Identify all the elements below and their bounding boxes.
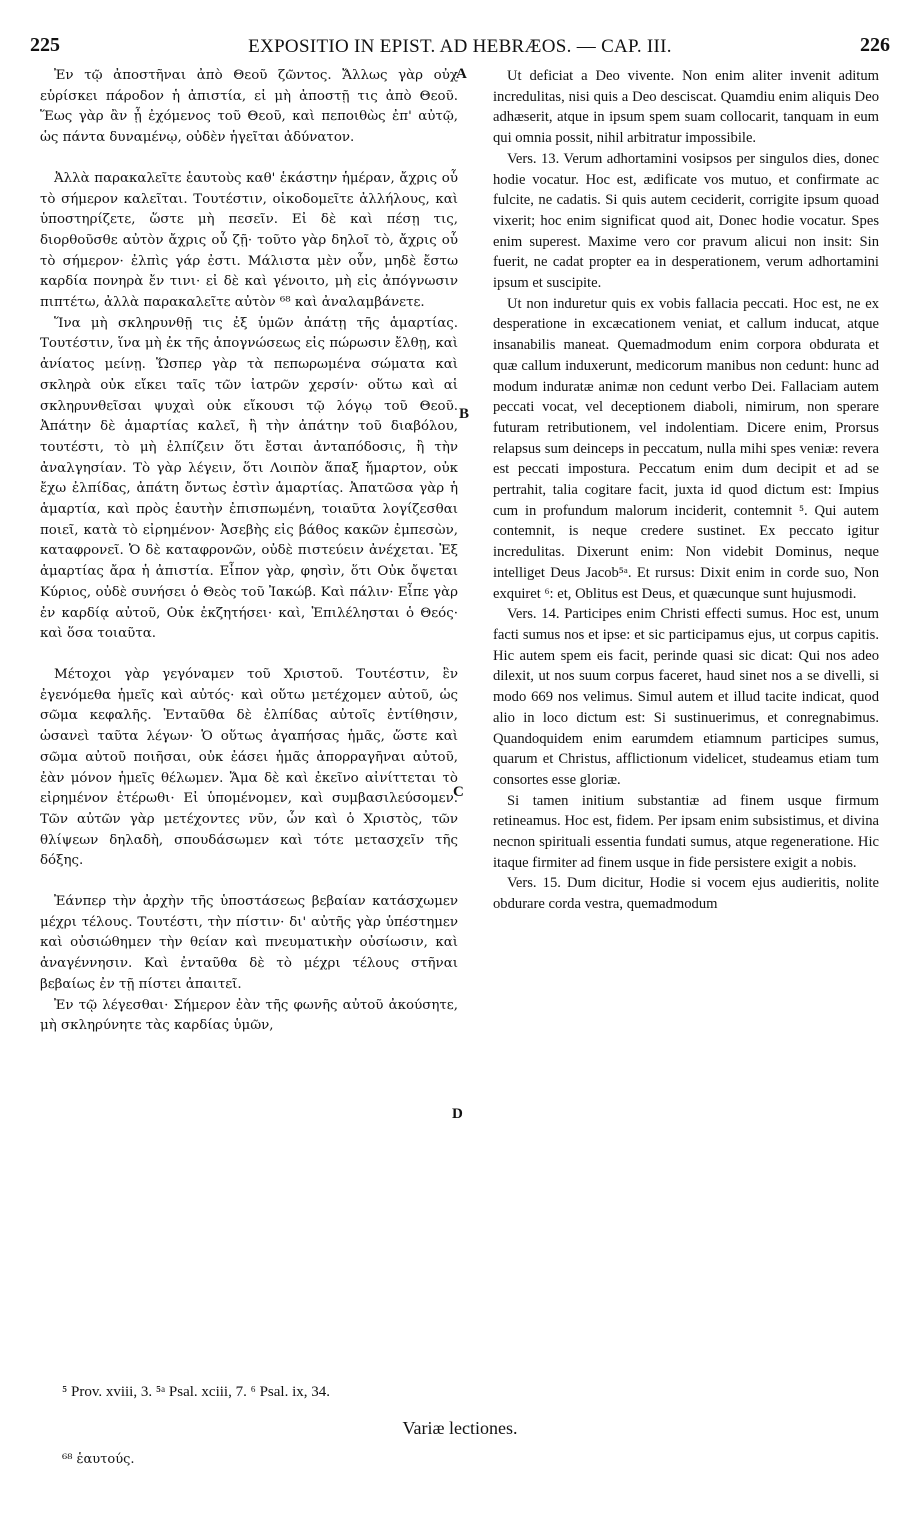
- footnotes: ⁵ Prov. xviii, 3. ⁵ᵃ Psal. xciii, 7. ⁶ Psal. ix, 34.: [62, 1384, 330, 1400]
- greek-paragraph-2: Ἀλλὰ παρακαλεῖτε ἑαυτοὺς καθ' ἑκάστην ἡμέραν, ἄχρις οὗ τὸ σήμερον καλεῖται. Τουτέστιν, οἰκοδομεῖτε ἀλλήλους, καὶ ὑποστηρίζετε, ὥστε μὴ πεσεῖν. Εἰ δὲ καὶ πέσῃ τις, διορθοῦσθε αὐτὸν ἄχρις οὗ ζῇ· τοῦτο γὰρ δηλοῖ τὸ, ἄχρις οὗ τὸ σήμερον· ἐλπὶς γάρ ἐστι. Μάλιστα μὲν οὖν, μηδὲ ἔστω καρδία πονηρὰ ἔν τινι· εἰ δὲ καὶ γένοιτο, μὴ εἰς ἀπόγνωσιν πιπτέτω, ἀλλὰ παρακαλεῖτε αὐτὸν ⁶⁸ καὶ ἀναλαμβάνετε.: [40, 170, 458, 311]
- latin-paragraph-5: Si tamen initium substantiæ ad finem usque firmum retineamus. Hoc est, fidem. Per ipsam enim subsistimus, et divina necnon spirituali essentia fundati sumus, atque regeneratione. Hic itaque firmiter ad finem usque in fide persistere exigit a nobis.: [493, 792, 879, 871]
- latin-paragraph-3: Ut non induretur quis ex vobis fallacia peccati. Hoc est, ne ex desperatione in excæcationem veniat, et callum inducat, atque insanabilis maneat. Quemadmodum enim corpora obdurata et quæ callum induxerunt, medicorum manibus non cedunt: hunc ad modum induratæ animæ non cedunt verbo Dei. Fallaciam autem peccati vocat, vel deceptionem diaboli, nimirum, non sperare futuram retributionem, vel indolentiam. Dicere enim, Prorsus relapsus sum deinceps in peccatum, nulla mihi spes veniæ: revera est peccati impostura. Peccatum enim dum decipit et ad se pertrahit, talia cogitare facit, juxta id quod dictum est: Impius cum in profundum malorum inciderit, contemnit ⁵. Qui autem contemnit, is neque credere sustinet. Ex peccato igitur incredulitas. Dixerunt enim: Non videbit Dominus, neque intelliget Deus Jacob⁵ᵃ. Et rursus: Dixit enim in corde suo, Non exquiret ⁶: et, Oblitus est Deus, et quæcunque sunt hujusmodi.: [493, 295, 879, 602]
- greek-paragraph-3: Ἵνα μὴ σκληρυνθῇ τις ἐξ ὑμῶν ἀπάτῃ τῆς ἁμαρτίας. Τουτέστιν, ἵνα μὴ ἐκ τῆς ἀπογνώσεως εἰς πώρωσιν ἔλθῃ, καὶ ἀνίατος μείνῃ. Ὥσπερ γὰρ τὰ πεπωρωμένα σώματα καὶ σκληρὰ οὐκ εἴκει ταῖς τῶν ἰατρῶν χερσίν· οὕτω καὶ αἱ σκληρυνθεῖσαι ψυχαὶ οὐκ εἴκουσι τῷ λόγῳ τοῦ Θεοῦ. Ἀπάτην δὲ ἁμαρτίας καλεῖ, ἢ τὴν ἀπάτην τοῦ διαβόλου, τουτέστι, τὸ μὴ ἐλπίζειν ὅτι ἔσται ἀνταπόδοσις, ἢ τὴν ἀναλγησίαν. Τὸ γὰρ λέγειν, ὅτι Λοιπὸν ἅπαξ ἥμαρτον, οὐκ ἔχω ἐλπίδας, ἀπάτη ὄντως ἐστὶν ἁμαρτίας. Ἀπατῶσα γὰρ ἡ ἁμαρτία, καὶ πρὸς ἑαυτὴν ἐπισπωμένη, τοιαῦτα λογίζεσθαι ποιεῖ, κατὰ τὸ εἰρημένον· Ἀσεβὴς εἰς βάθος κακῶν ἐμπεσὼν, καταφρονεῖ. Ὁ δὲ καταφρονῶν, οὐδὲ πιστεύειν ἀνέχεται. Ἐξ ἁμαρτίας ἄρα ἡ ἀπιστία. Εἶπον γὰρ, φησὶν, ὅτι Οὐκ ὄψεται Κύριος, οὐδὲ συνήσει ὁ Θεὸς τοῦ Ἰακώβ. Καὶ πάλιν· Εἶπε γὰρ ἐν καρδίᾳ αὐτοῦ, Οὐκ ἐκζητήσει· καὶ, Ἐπιλέλησται ὁ Θεός· καὶ ὅσα τοιαῦτα.: [40, 315, 458, 642]
- latin-paragraph-4: Vers. 14. Participes enim Christi effecti sumus. Hoc est, unum facti sumus nos et ipse: et sic participamus ejus, ut corpus capitis. Hic autem spem eis facit, perinde quasi sic dicat: Qui nos adeo dilexit, ut nos suum corpus faceret, haud sinet nos a se divelli, si modo 669 nos velimus. Simul autem et illud tacite indicat, quod alio in loco dictum est: Si sustinuerimus, et conregnabimus. Quandoquidem enim earumdem etiamnum participes sumus, quarum et Christus, afflictionum videlicet, studeamus etiam tum consortes esse gloriæ.: [493, 606, 879, 788]
- margin-marker-c: C: [453, 784, 464, 800]
- margin-marker-b: B: [459, 406, 470, 422]
- variant-reading: ⁶⁸ ἑαυτούς.: [62, 1452, 135, 1467]
- latin-paragraph-1: Ut deficiat a Deo vivente. Non enim aliter invenit aditum incredulitas, nisi quis a Deo desciscat. Quamdiu enim aliquis Deo adhæserit, atque in ipsum spem suam collocarit, tanquam in eum qui omnia possit, nihil arbitratur impossibile.: [493, 68, 879, 147]
- greek-paragraph-1: Ἐν τῷ ἀποστῆναι ἀπὸ Θεοῦ ζῶντος. Ἄλλως γὰρ οὐχ εὑρίσκει πάροδον ἡ ἀπιστία, εἰ μὴ ἀποστῇ τις ἀπὸ Θεοῦ. Ἕως γὰρ ἂν ᾖ ἐχόμενος τοῦ Θεοῦ, καὶ πεποιθὼς ἐπ' αὐτῷ, ὡς πάντα δυναμένῳ, οὐδὲν ἡγεῖται ἀδύνατον.: [40, 68, 458, 146]
- margin-marker-a: A: [456, 66, 467, 82]
- running-header: [30, 34, 890, 64]
- latin-paragraph-2: Vers. 13. Verum adhortamini vosipsos per singulos dies, donec hodie vocatur. Hoc est, ædificate vos mutuo, et confirmate ac fulcite, ne cadatis. Si quis autem ceciderit, corrigite ipsum quoad vixerit; hoc enim significat quod ait, Donec hodie vocatur. Spes enim superest. Maxime vero cor pravum alicui non insit: Sin fuerit, ne cadat propter ea in desperationem, verum adhortamini ipsum et suscipite.: [493, 150, 879, 292]
- greek-column: [40, 66, 458, 1037]
- greek-paragraph-6: Ἐν τῷ λέγεσθαι· Σήμερον ἐὰν τῆς φωνῆς αὐτοῦ ἀκούσητε, μὴ σκληρύνητε τὰς καρδίας ὑμῶν,: [40, 997, 458, 1034]
- latin-paragraph-6: Vers. 15. Dum dicitur, Hodie si vocem ejus audieritis, nolite obdurare corda vestra, quemadmodum: [493, 875, 879, 913]
- latin-column: [493, 66, 879, 915]
- greek-paragraph-5: Ἐάνπερ τὴν ἀρχὴν τῆς ὑποστάσεως βεβαίαν κατάσχωμεν μέχρι τέλους. Τουτέστι, τὴν πίστιν· δι' αὐτῆς γὰρ ὑπέστημεν καὶ οὐσιώθημεν τὴν θείαν καὶ πνευματικὴν οὐσίωσιν, καὶ ἀναγέννησιν. Καὶ ἐνταῦθα δὲ τὸ μέχρι τέλους στῆναι βεβαίως ἐν τῇ πίστει ἀπαιτεῖ.: [40, 894, 458, 992]
- variae-lectiones-heading: Variæ lectiones.: [402, 1418, 518, 1438]
- greek-paragraph-4: Μέτοχοι γὰρ γεγόναμεν τοῦ Χριστοῦ. Τουτέστιν, ἓν ἐγενόμεθα ἡμεῖς καὶ αὐτός· καὶ οὕτω μετέχομεν αὐτοῦ, ὡς σῶμα κεφαλῆς. Ἐνταῦθα δὲ ἐλπίδας αὐτοῖς ἐντίθησιν, ὡσανεὶ ταῦτα λέγων· Ὁ οὕτως ἀγαπήσας ἡμᾶς, ὥστε καὶ σῶμα αὐτοῦ ποιῆσαι, οὐκ ἐάσει ἡμᾶς ἀπορραγῆναι αὐτοῦ, ἐὰν μόνον ἡμεῖς θέλωμεν. Ἅμα δὲ καὶ ἐκεῖνο αἰνίττεται τὸ εἰρημένον ἑτέρωθι· Εἰ ὑπομένομεν, καὶ συμβασιλεύσομεν. Τῶν αὐτῶν γὰρ μετέχοντες νῦν, ὧν καὶ ὁ Χριστὸς, τῶν θλίψεων δηλαδὴ, σπουδάσωμεν καὶ τότε μετασχεῖν τῆς δόξης.: [40, 666, 458, 869]
- page-number-right: 226: [860, 34, 890, 56]
- running-title: EXPOSITIO IN EPIST. AD HEBRÆOS. — CAP. III.: [248, 36, 672, 57]
- page-number-left: 225: [30, 34, 60, 56]
- margin-marker-d: D: [452, 1106, 463, 1122]
